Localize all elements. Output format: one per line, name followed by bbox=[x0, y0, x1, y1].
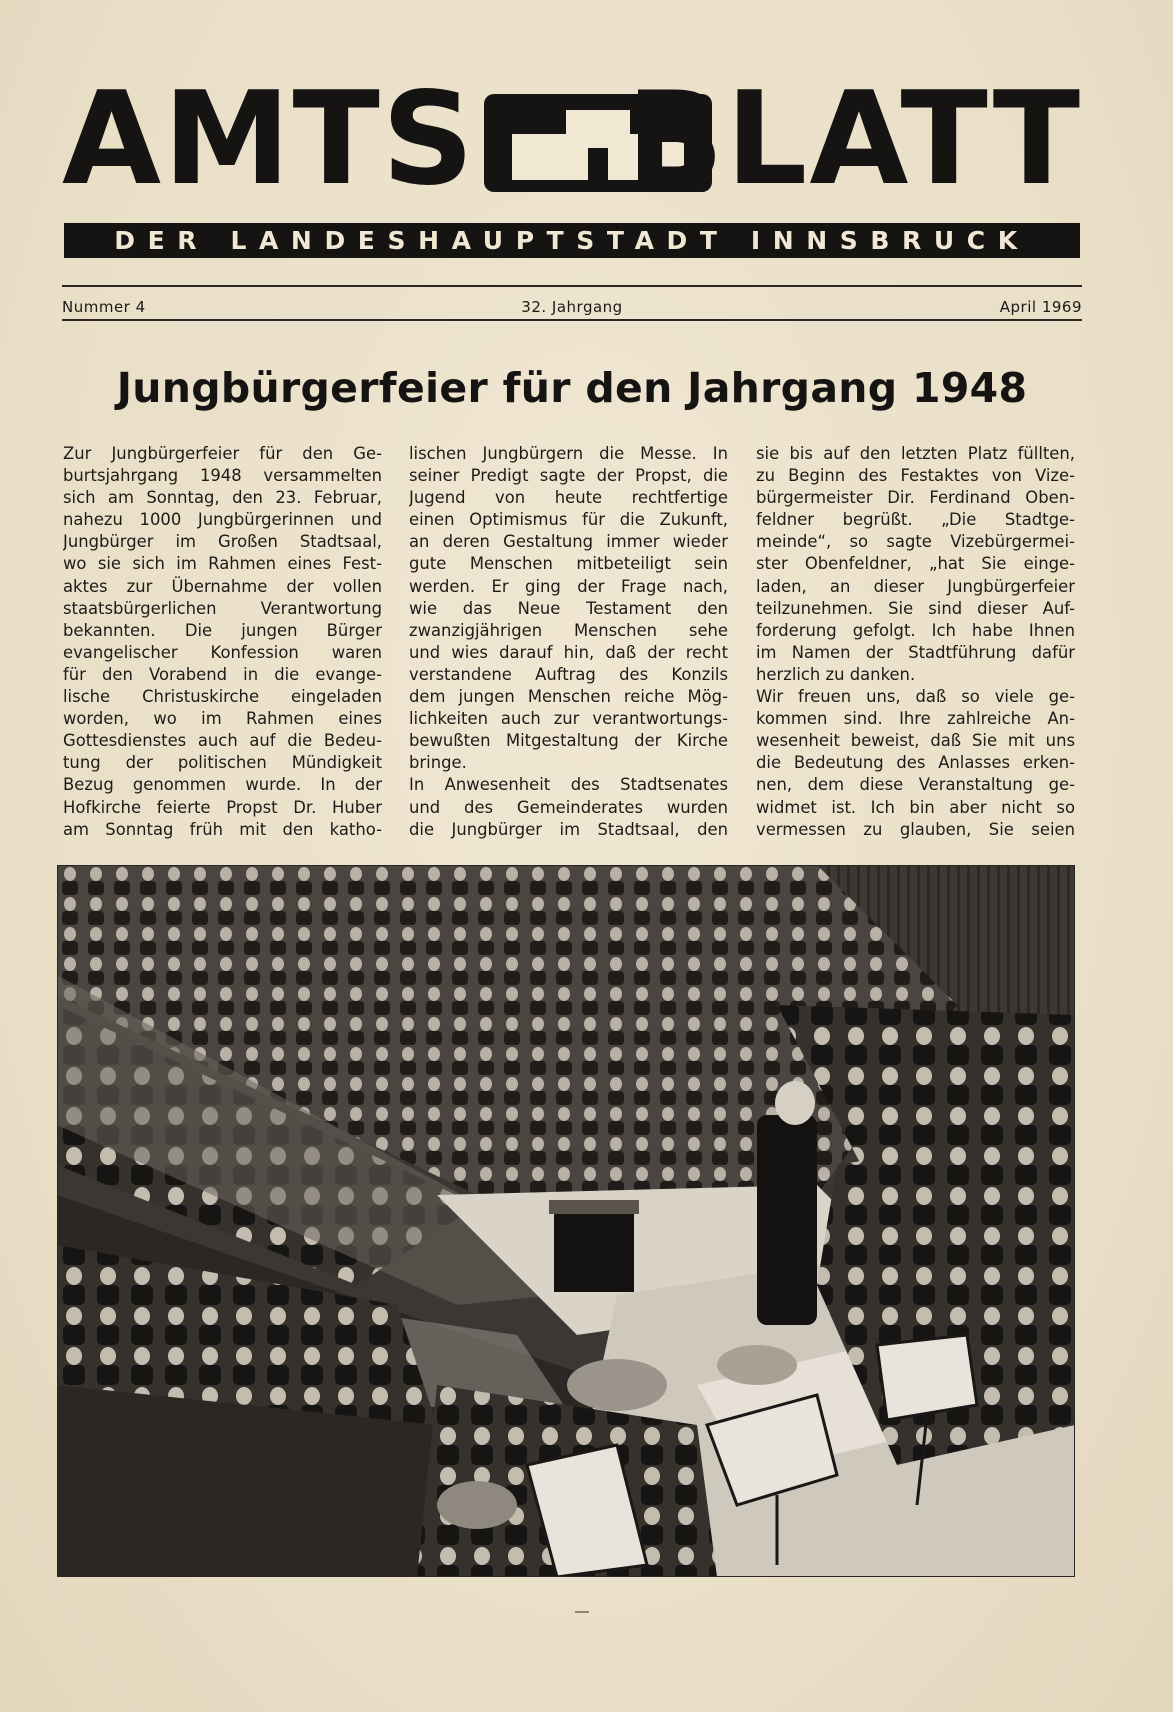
ceremony-hall-photo bbox=[57, 865, 1075, 1577]
text-line: Jugend von heute rechtfertige bbox=[409, 488, 728, 508]
issue-info-line bbox=[62, 296, 1082, 318]
text-line: Hofkirche feierte Propst Dr. Huber bbox=[63, 797, 382, 817]
masthead bbox=[62, 65, 1082, 214]
text-line: zwanzigjährigen Menschen sehe bbox=[409, 620, 728, 640]
text-line: zu Beginn des Festaktes von Vize- bbox=[756, 466, 1075, 486]
header-rule-bottom bbox=[62, 319, 1082, 321]
text-line: werden. Er ging der Frage nach, bbox=[409, 576, 728, 596]
text-line: seiner Predigt sagte der Propst, die bbox=[409, 466, 728, 486]
masthead-title-right: BLATT bbox=[626, 65, 1082, 214]
text-line: gute Menschen mitbeteiligt sein bbox=[409, 554, 728, 574]
text-line: evangelischer Konfession waren bbox=[63, 642, 382, 662]
text-line: ster Obenfeldner, „hat Sie einge- bbox=[756, 554, 1075, 574]
text-line: wesenheit beweist, daß Sie mit uns bbox=[756, 731, 1075, 751]
text-line: laden, an dieser Jungbürgerfeier bbox=[756, 576, 1075, 596]
text-line: Zur Jungbürgerfeier für den Ge- bbox=[63, 444, 382, 463]
article-column-3 bbox=[756, 443, 1075, 841]
header-rule-top bbox=[62, 285, 1082, 287]
issue-volume: 32. Jahrgang bbox=[521, 298, 623, 316]
issue-number: Nummer 4 bbox=[62, 298, 146, 316]
text-line: Gottesdienstes auch auf die Bedeu- bbox=[63, 731, 382, 751]
text-line: burtsjahrgang 1948 versammelten bbox=[63, 466, 382, 486]
text-line: sie bis auf den letzten Platz füllten, bbox=[756, 444, 1075, 463]
issue-date: April 1969 bbox=[999, 298, 1082, 316]
masthead-subtitle: DER LANDESHAUPTSTADT INNSBRUCK bbox=[64, 223, 1080, 258]
article-column-2 bbox=[409, 443, 728, 841]
text-line: für den Vorabend in die evange- bbox=[63, 664, 382, 684]
text-line: an deren Gestaltung immer wieder bbox=[409, 532, 728, 552]
text-line: und wies darauf hin, daß der recht bbox=[409, 642, 728, 662]
text-line: am Sonntag früh mit den katho- bbox=[63, 819, 382, 839]
text-line: sich am Sonntag, den 23. Februar, bbox=[63, 488, 382, 508]
text-line: nen, dem diese Veranstaltung ge- bbox=[756, 775, 1075, 795]
article-headline: Jungbürgerfeier für den Jahrgang 1948 bbox=[116, 364, 1028, 412]
text-line: forderung gefolgt. Ich habe Ihnen bbox=[756, 620, 1075, 640]
text-line: worden, wo im Rahmen eines bbox=[63, 709, 382, 729]
text-line: aktes zur Übernahme der vollen bbox=[63, 576, 382, 596]
text-line: widmet ist. Ich bin aber nicht so bbox=[756, 797, 1075, 817]
text-line: wo sie sich im Rahmen eines Fest- bbox=[63, 554, 382, 574]
text-line: die Bedeutung des Anlasses erken- bbox=[756, 753, 1075, 773]
text-line: wie das Neue Testament den bbox=[409, 598, 728, 618]
text-line: bringe. bbox=[409, 753, 467, 773]
article-column-1 bbox=[63, 443, 382, 841]
text-line: einen Optimismus für die Zukunft, bbox=[409, 510, 728, 530]
text-line: staatsbürgerlichen Verantwortung bbox=[63, 598, 382, 618]
masthead-title-left: AMTS bbox=[62, 65, 476, 214]
text-line: lische Christuskirche eingeladen bbox=[63, 687, 382, 707]
text-line: lichkeiten auch zur verantwortungs- bbox=[409, 709, 728, 729]
text-line: kommen sind. Ihre zahlreiche An- bbox=[756, 709, 1075, 729]
text-line: lischen Jungbürgern die Messe. In bbox=[409, 444, 728, 463]
text-line: und des Gemeinderates wurden bbox=[409, 797, 728, 817]
text-line: die Jungbürger im Stadtsaal, den bbox=[409, 819, 728, 839]
text-line: bekannten. Die jungen Bürger bbox=[63, 620, 382, 640]
text-line: dem jungen Menschen reiche Mög- bbox=[409, 687, 728, 707]
text-line: Wir freuen uns, daß so viele ge- bbox=[756, 687, 1075, 707]
text-line: herzlich zu danken. bbox=[756, 664, 916, 684]
text-line: bürgermeister Dir. Ferdinand Oben- bbox=[756, 488, 1075, 508]
text-line: Bezug genommen wurde. In der bbox=[63, 775, 382, 795]
text-line: tung der politischen Mündigkeit bbox=[63, 753, 382, 773]
text-line: Jungbürger im Großen Stadtsaal, bbox=[63, 532, 382, 552]
text-line: In Anwesenheit des Stadtsenates bbox=[409, 775, 728, 795]
text-line: im Namen der Stadtführung dafür bbox=[756, 642, 1075, 662]
text-line: teilzunehmen. Sie sind dieser Auf- bbox=[756, 598, 1075, 618]
text-line: verstandene Auftrag des Konzils bbox=[409, 664, 728, 684]
text-line: nahezu 1000 Jungbürgerinnen und bbox=[63, 510, 382, 530]
text-line: bewußten Mitgestaltung der Kirche bbox=[409, 731, 728, 751]
page-foot-mark bbox=[575, 1611, 589, 1613]
text-line: feldner begrüßt. „Die Stadtge- bbox=[756, 510, 1075, 530]
text-line: meinde“, so sagte Vizebürgermei- bbox=[756, 532, 1075, 552]
text-line: vermessen zu glauben, Sie seien bbox=[756, 819, 1075, 839]
